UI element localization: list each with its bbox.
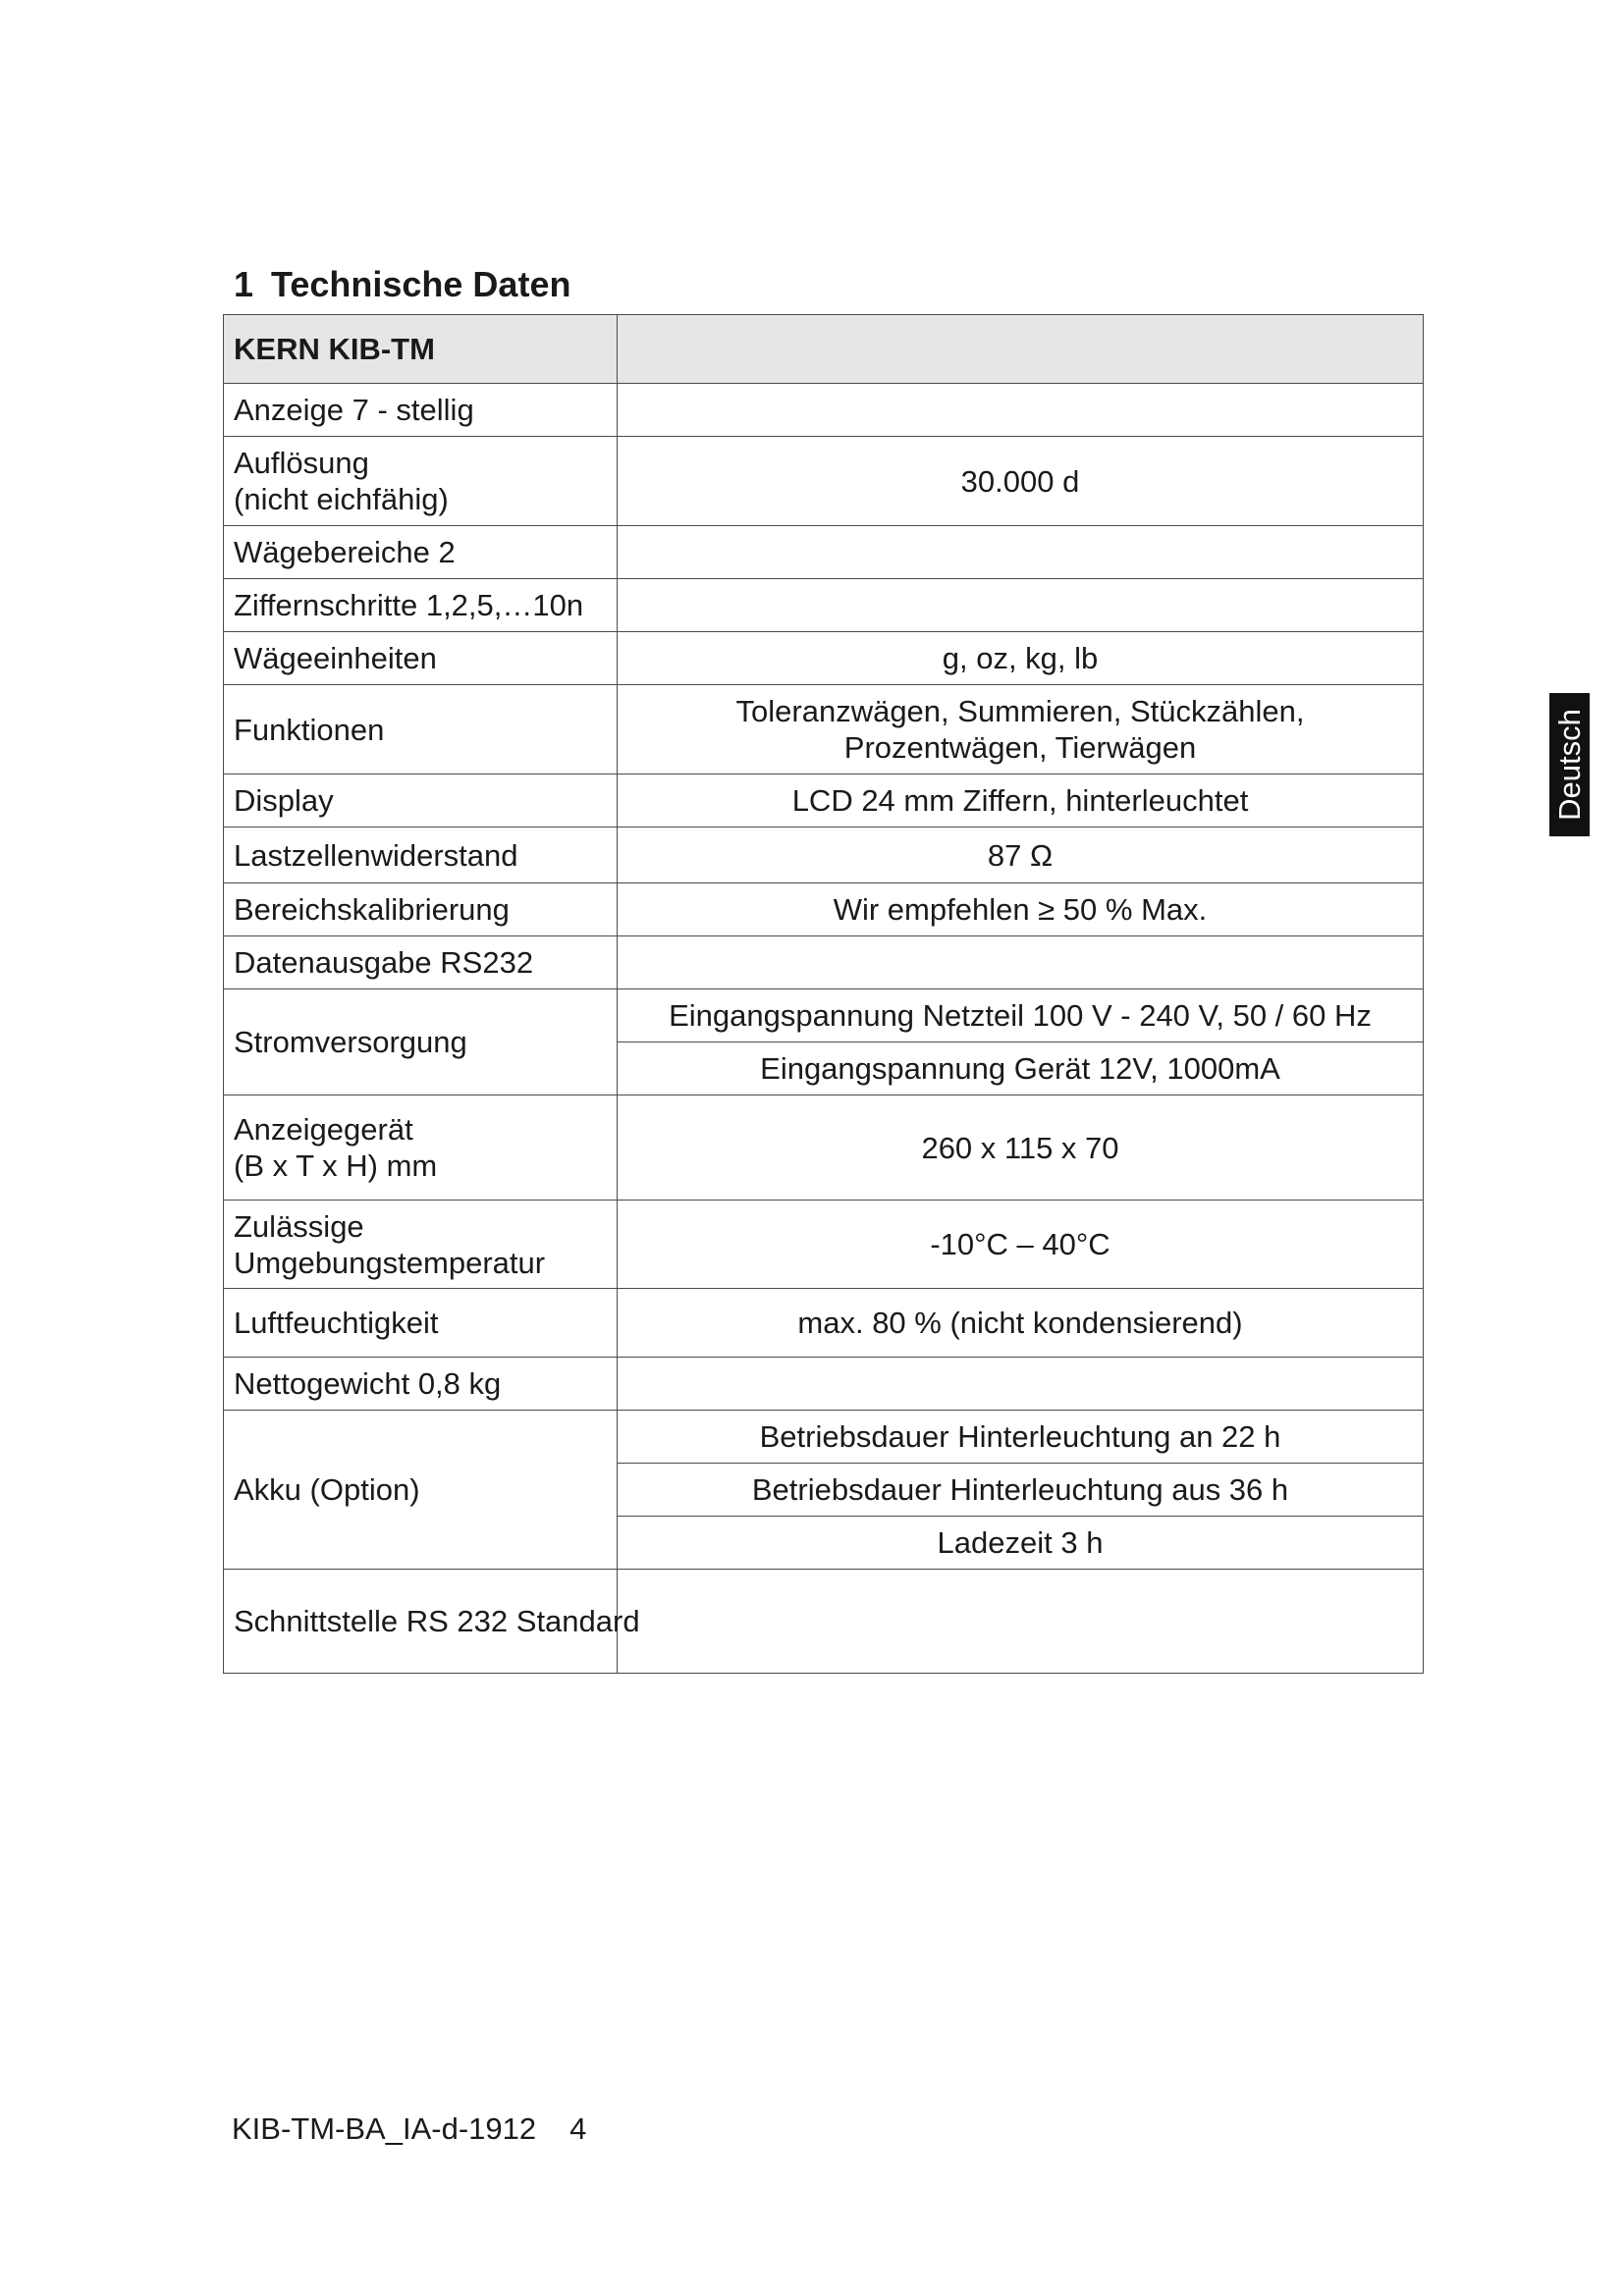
row-value: [618, 384, 1424, 437]
row-value: Eingangspannung Gerät 12V, 1000mA: [618, 1042, 1424, 1095]
row-label: Stromversorgung: [224, 989, 618, 1095]
row-value: max. 80 % (nicht kondensierend): [618, 1289, 1424, 1358]
row-value: LCD 24 mm Ziffern, hinterleuchtet: [618, 774, 1424, 828]
page-number: 4: [569, 2111, 587, 2146]
table-row: [224, 526, 1424, 579]
row-value: g, oz, kg, lb: [618, 632, 1424, 685]
row-label: Schnittstelle RS 232 Standard: [224, 1570, 618, 1674]
table-row: [224, 384, 1424, 437]
row-label: Ziffernschritte 1,2,5,…10n: [224, 579, 618, 632]
row-value: [618, 936, 1424, 989]
row-label: Anzeige 7 - stellig: [224, 384, 618, 437]
row-label: [224, 437, 618, 526]
header-empty-cell: [618, 315, 1424, 384]
row-label: Luftfeuchtigkeit: [224, 1289, 618, 1358]
row-value: [618, 1358, 1424, 1411]
table-row: [224, 632, 1424, 685]
table-row: [224, 579, 1424, 632]
table-row: [224, 1358, 1424, 1411]
row-value: [618, 1570, 1424, 1674]
row-label: Funktionen: [224, 685, 618, 774]
row-value: [618, 685, 1424, 774]
row-value: [618, 526, 1424, 579]
row-label-line: (nicht eichfähig): [234, 482, 449, 516]
section-title: [234, 263, 570, 306]
table-row: [224, 828, 1424, 883]
table-row: [224, 1570, 1424, 1674]
language-tab-label: Deutsch: [1551, 709, 1587, 821]
section-title-text: Technische Daten: [271, 264, 571, 304]
row-label-line: (B x T x H) mm: [234, 1148, 438, 1183]
row-value: Eingangspannung Netzteil 100 V - 240 V, 50 / 60 Hz: [618, 989, 1424, 1042]
row-value: Ladezeit 3 h: [618, 1517, 1424, 1570]
row-value: Wir empfehlen ≥ 50 % Max.: [618, 883, 1424, 936]
section-number: 1: [234, 264, 254, 304]
row-value-line: Toleranzwägen, Summieren, Stückzählen,: [735, 694, 1305, 728]
row-label-line: Umgebungstemperatur: [234, 1245, 546, 1280]
technical-data-table: [223, 314, 1424, 1674]
table-row: [224, 1411, 1424, 1464]
row-value: Betriebsdauer Hinterleuchtung an 22 h: [618, 1411, 1424, 1464]
table-header-row: [224, 315, 1424, 384]
row-value: 87 Ω: [618, 828, 1424, 883]
row-value: Betriebsdauer Hinterleuchtung aus 36 h: [618, 1464, 1424, 1517]
table-row: [224, 1201, 1424, 1289]
table-row: [224, 685, 1424, 774]
row-value-line: Prozentwägen, Tierwägen: [843, 730, 1197, 765]
row-label-line: Auflösung: [234, 446, 369, 480]
model-cell: KERN KIB-TM: [224, 315, 618, 384]
row-value: 260 x 115 x 70: [618, 1095, 1424, 1201]
row-label: [224, 1201, 618, 1289]
table-row: [224, 1095, 1424, 1201]
row-label: Wägeeinheiten: [224, 632, 618, 685]
language-tab: [1549, 693, 1590, 836]
row-label: Datenausgabe RS232: [224, 936, 618, 989]
table-row: [224, 989, 1424, 1042]
table-row: [224, 774, 1424, 828]
table-row: [224, 437, 1424, 526]
row-label: Display: [224, 774, 618, 828]
document-id: KIB-TM-BA_IA-d-1912: [232, 2111, 537, 2146]
row-label-line: Zulässige: [234, 1208, 364, 1244]
row-label: Lastzellenwiderstand: [224, 828, 618, 883]
row-label: Bereichskalibrierung: [224, 883, 618, 936]
row-label: [224, 1095, 618, 1201]
table-row: [224, 883, 1424, 936]
row-label: Wägebereiche 2: [224, 526, 618, 579]
row-label: Akku (Option): [224, 1411, 618, 1570]
row-value: [618, 579, 1424, 632]
table-row: [224, 936, 1424, 989]
row-label: Nettogewicht 0,8 kg: [224, 1358, 618, 1411]
row-value: 30.000 d: [618, 437, 1424, 526]
row-value: -10°C – 40°C: [618, 1201, 1424, 1289]
row-label-line: Anzeigegerät: [234, 1112, 413, 1147]
table-row: [224, 1289, 1424, 1358]
page-footer: [232, 2110, 586, 2147]
